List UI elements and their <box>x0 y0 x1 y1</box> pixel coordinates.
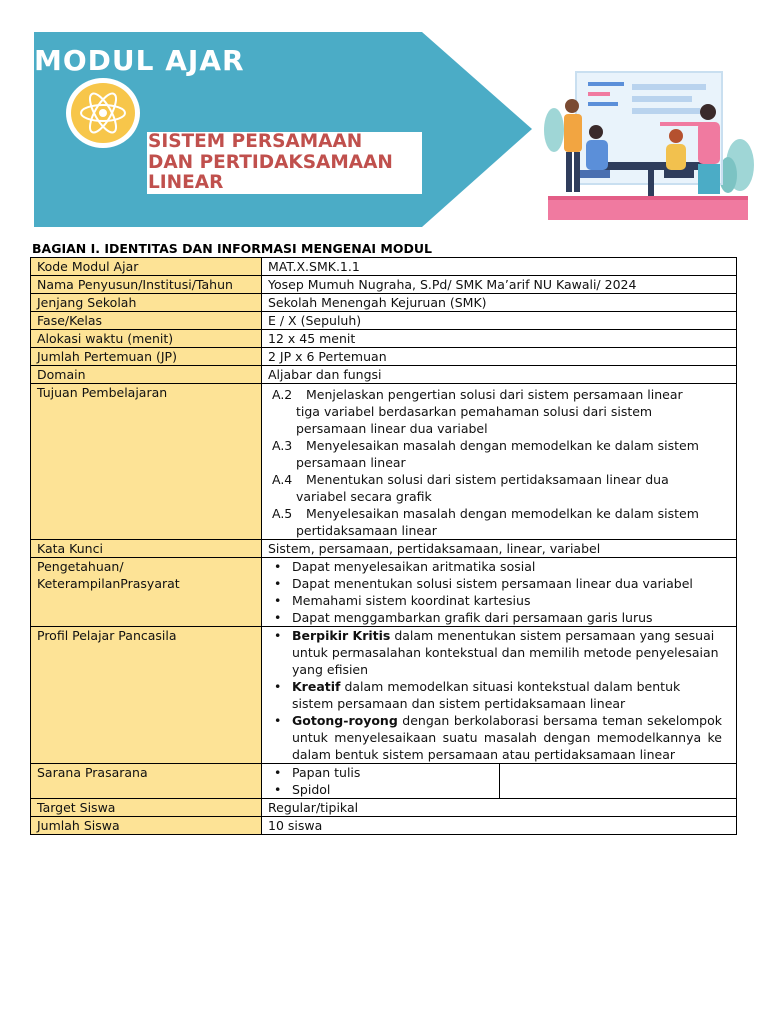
table-row <box>31 764 737 799</box>
objective-text: variabel secara grafik <box>296 489 432 504</box>
row-label: Jumlah Siswa <box>31 817 262 835</box>
row-label: Target Siswa <box>31 799 262 817</box>
subtitle-line: SISTEM PERSAMAAN <box>148 131 363 152</box>
row-value: Yosep Mumuh Nugraha, S.Pd/ SMK Ma’arif NU Kawali/ 2024 <box>262 276 737 294</box>
row-label: Jenjang Sekolah <box>31 294 262 312</box>
objective-text: Menyelesaikan masalah dengan memodelkan ke dalam sistem <box>306 506 699 521</box>
list-item: • Memahami sistem koordinat kartesius <box>292 592 730 609</box>
objective-code: A.4 <box>272 472 293 487</box>
table-row <box>31 294 737 312</box>
empty-cell <box>500 764 737 799</box>
row-label-line: Pengetahuan/ <box>37 559 124 574</box>
list-item <box>292 712 722 763</box>
row-label: Profil Pelajar Pancasila <box>31 627 262 764</box>
row-label: Tujuan Pembelajaran <box>31 384 262 540</box>
row-label: Sarana Prasarana <box>31 764 262 799</box>
list-item: • Dapat menyelesaikan aritmatika sosial <box>292 558 730 575</box>
objective-text: persamaan linear dua variabel <box>296 421 488 436</box>
facilities <box>262 764 500 799</box>
list-item <box>292 678 722 712</box>
objective-text: tiga variabel berdasarkan pemahaman solusi dari sistem <box>296 404 653 419</box>
learning-objectives <box>262 384 737 540</box>
row-label: Fase/Kelas <box>31 312 262 330</box>
atom-icon <box>71 83 135 143</box>
list-item: • Dapat menggambarkan grafik dari persamaan garis lurus <box>292 609 730 626</box>
table-row <box>31 817 737 835</box>
table-row <box>31 312 737 330</box>
profile-trait: Gotong-royong <box>292 713 398 728</box>
row-value: Sekolah Menengah Kejuruan (SMK) <box>262 294 737 312</box>
table-row <box>31 330 737 348</box>
row-label: Jumlah Pertemuan (JP) <box>31 348 262 366</box>
objective-code: A.3 <box>272 438 293 453</box>
row-value: 2 JP x 6 Pertemuan <box>262 348 737 366</box>
objective-item <box>268 386 730 437</box>
profile-description: dalam memodelkan situasi kontekstual dalam bentuk sistem persamaan dan sistem pertidaksamaan linear <box>292 679 681 711</box>
subtitle-line: DAN PERTIDAKSAMAAN <box>148 151 393 173</box>
row-value: 10 siswa <box>262 817 737 835</box>
list-item: • Spidol <box>292 781 493 798</box>
objective-code: A.2 <box>272 387 293 402</box>
objective-text: pertidaksamaan linear <box>296 523 437 538</box>
table-row <box>31 558 737 627</box>
team-meeting-illustration <box>540 70 760 225</box>
profile-trait: Kreatif <box>292 679 341 694</box>
module-subtitle <box>148 132 423 194</box>
objective-text: Menjelaskan pengertian solusi dari sistem persamaan linear <box>306 387 683 402</box>
objective-item <box>268 437 730 471</box>
objective-text: Menyelesaikan masalah dengan memodelkan ke dalam sistem <box>306 438 699 453</box>
section-heading: BAGIAN I. IDENTITAS DAN INFORMASI MENGENAI MODUL <box>32 241 432 256</box>
table-row <box>31 384 737 540</box>
module-title: MODUL AJAR <box>34 44 245 77</box>
row-value: MAT.X.SMK.1.1 <box>262 258 737 276</box>
list-item: • Dapat menentukan solusi sistem persamaan linear dua variabel <box>292 575 730 592</box>
table-row <box>31 276 737 294</box>
row-value: E / X (Sepuluh) <box>262 312 737 330</box>
row-value: Aljabar dan fungsi <box>262 366 737 384</box>
table-row <box>31 348 737 366</box>
prerequisites <box>262 558 737 627</box>
pancasila-profile <box>262 627 737 764</box>
objective-text: persamaan linear <box>296 455 406 470</box>
objective-item <box>268 471 730 505</box>
row-label: Domain <box>31 366 262 384</box>
row-label: Nama Penyusun/Institusi/Tahun <box>31 276 262 294</box>
profile-description: dengan berkolaborasi bersama teman sekelompok untuk menyelesaikaan suatu masalah dengan memodelkannya ke dalam bentuk sistem persamaan atau pertidaksamaan linear <box>292 713 722 762</box>
profile-trait: Berpikir Kritis <box>292 628 391 643</box>
list-item: • Papan tulis <box>292 764 493 781</box>
row-label <box>31 558 262 627</box>
row-value: Regular/tipikal <box>262 799 737 817</box>
objective-text: Menentukan solusi dari sistem pertidaksamaan linear dua <box>306 472 669 487</box>
row-label-line: KeterampilanPrasyarat <box>37 576 180 591</box>
row-label: Kode Modul Ajar <box>31 258 262 276</box>
row-value: Sistem, persamaan, pertidaksamaan, linear, variabel <box>262 540 737 558</box>
table-row <box>31 799 737 817</box>
subtitle-line: LINEAR <box>148 172 224 193</box>
atom-badge <box>66 78 140 148</box>
list-item <box>292 627 722 678</box>
module-identity-table <box>30 257 737 835</box>
table-row <box>31 540 737 558</box>
profile-description: dalam menentukan sistem persamaan yang sesuai untuk permasalahan kontekstual dan memilih metode penyelesaian yang efisien <box>292 628 719 677</box>
table-row <box>31 627 737 764</box>
objective-code: A.5 <box>272 506 293 521</box>
row-label: Kata Kunci <box>31 540 262 558</box>
row-label: Alokasi waktu (menit) <box>31 330 262 348</box>
table-row <box>31 366 737 384</box>
row-value: 12 x 45 menit <box>262 330 737 348</box>
table-row <box>31 258 737 276</box>
objective-item <box>268 505 730 539</box>
